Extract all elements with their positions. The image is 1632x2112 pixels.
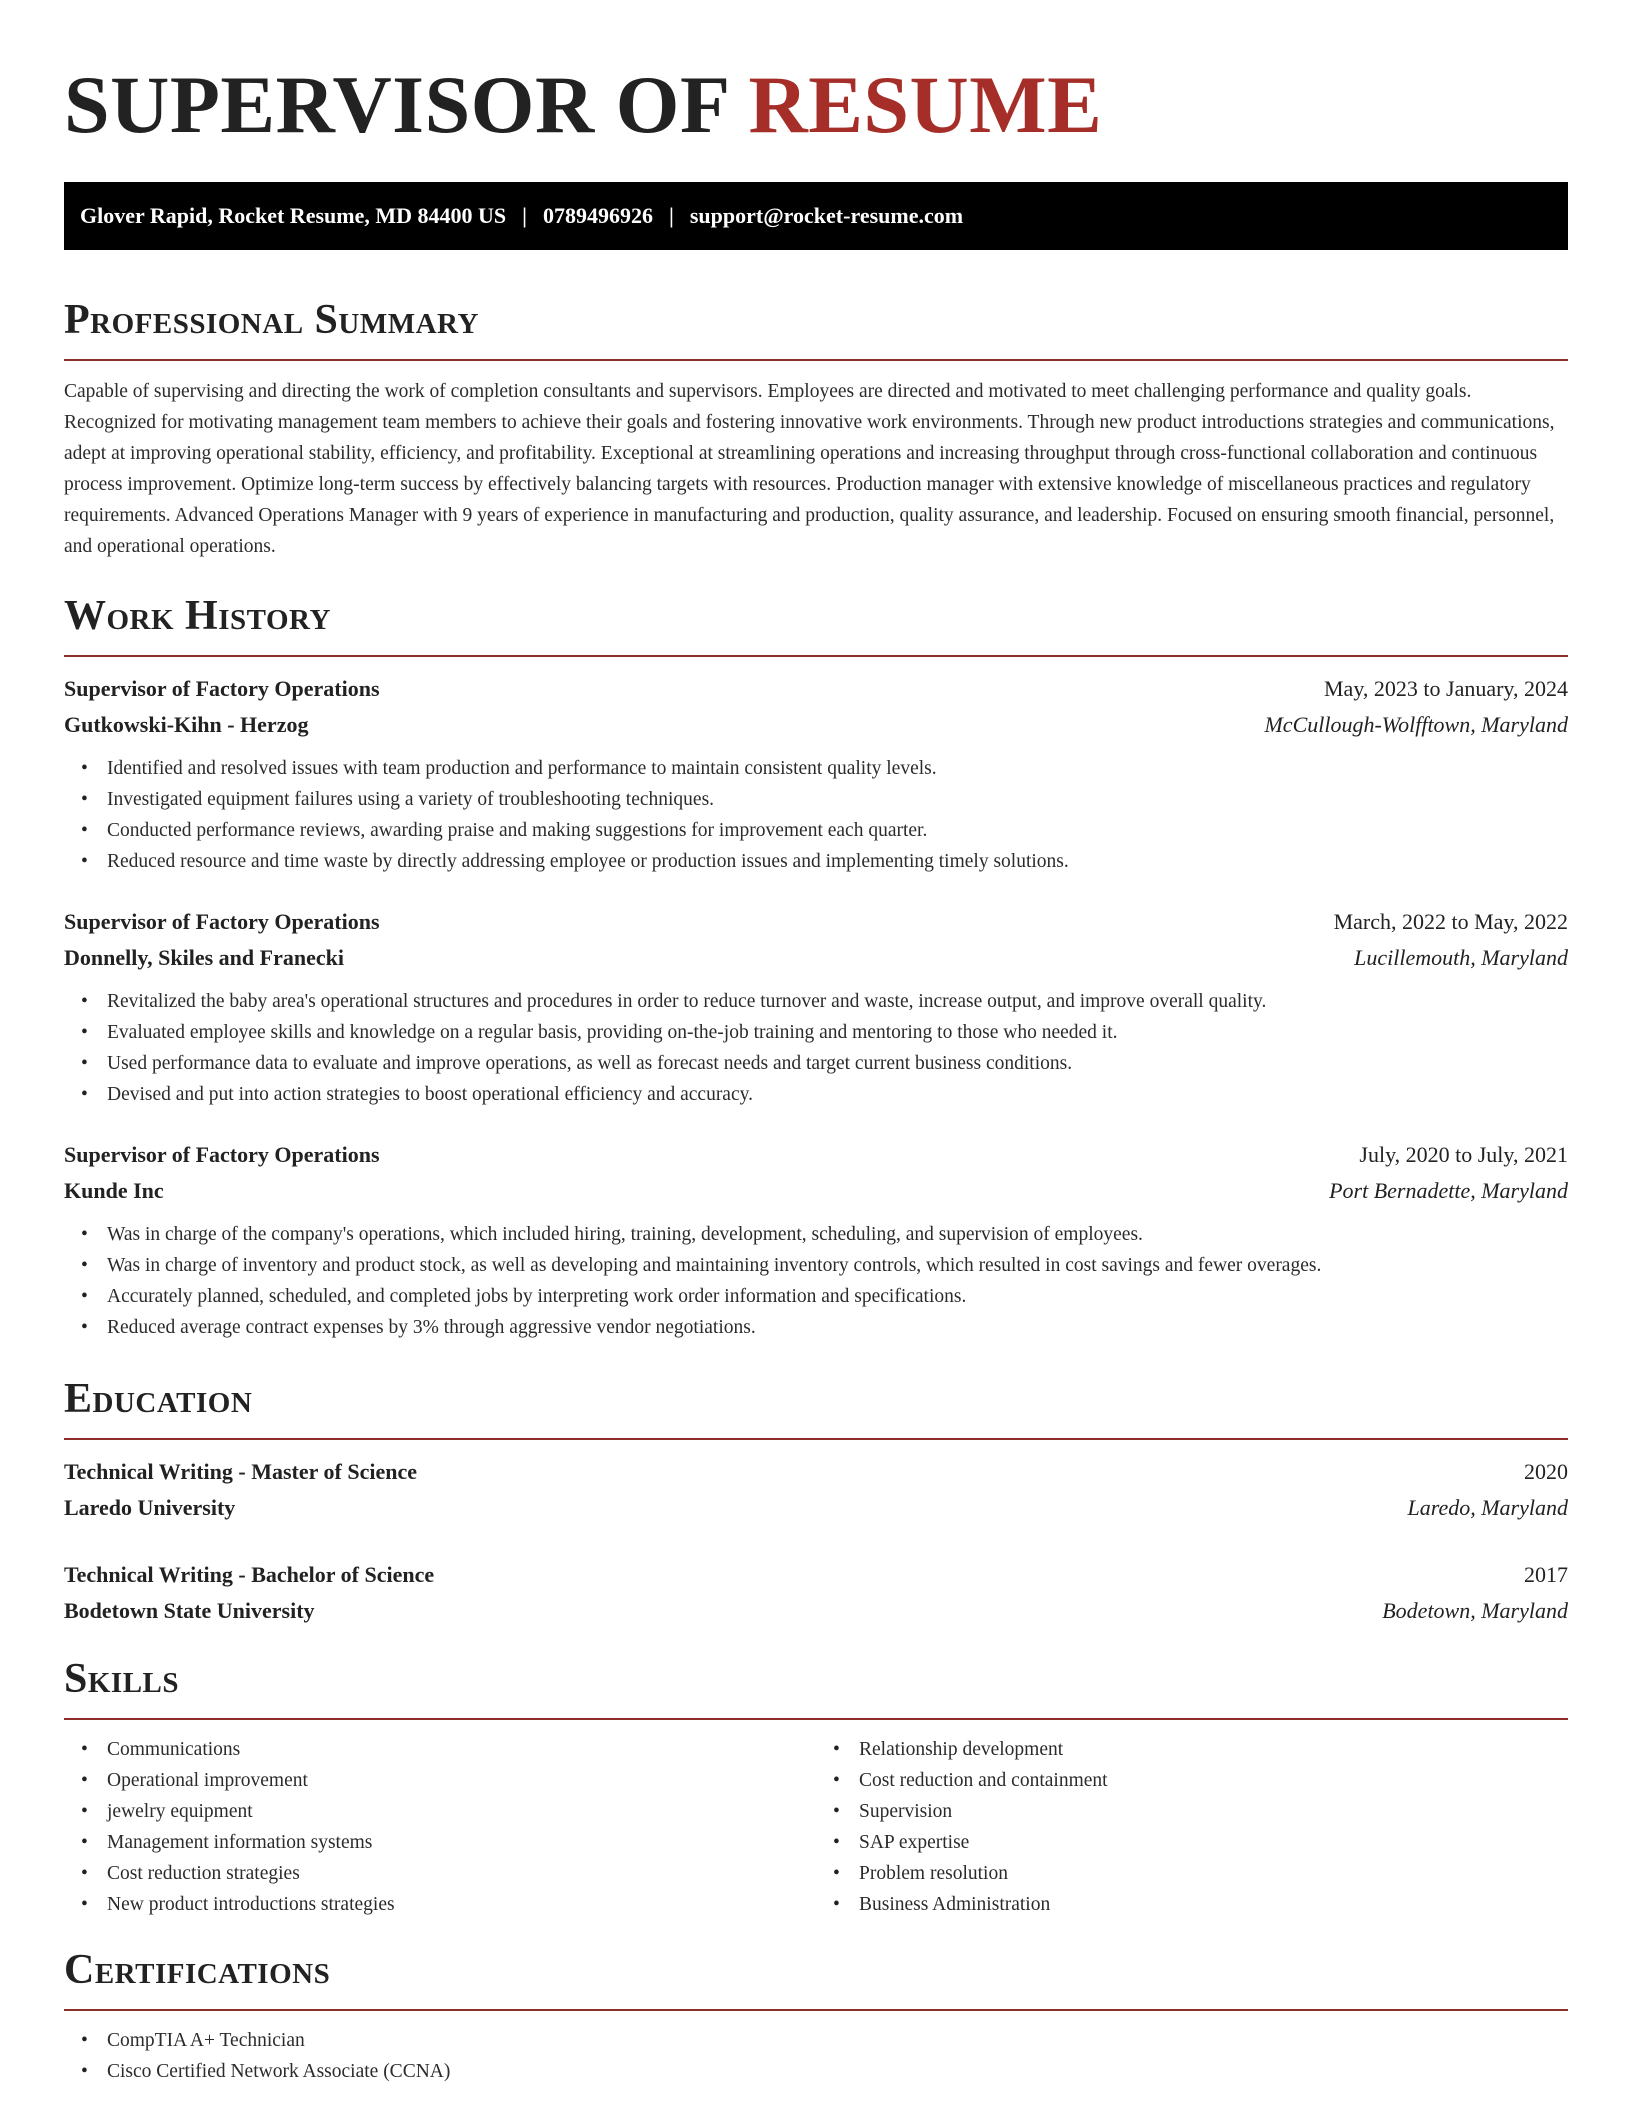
job-entry <box>64 671 1568 877</box>
job-location: Port Bernadette, Maryland <box>1329 1178 1568 1203</box>
contact-address: Glover Rapid, Rocket Resume, MD 84400 US <box>80 203 507 228</box>
job-bullet: • Revitalized the baby area's operational structures and procedures in order to reduce turnover and waste, increase output, and improve overall quality. <box>107 986 1568 1017</box>
job-company: Kunde Inc <box>64 1178 164 1203</box>
education-degree: Technical Writing - Master of Science <box>64 1459 417 1484</box>
contact-email: support@rocket-resume.com <box>689 203 964 228</box>
job-bullet: • Accurately planned, scheduled, and completed jobs by interpreting work order information and specifications. <box>107 1281 1568 1312</box>
job-header-row <box>64 904 1568 940</box>
certification-item: • CompTIA A+ Technician <box>107 2025 1568 2056</box>
job-company-row <box>64 940 1568 976</box>
job-bullet: • Evaluated employee skills and knowledge on a regular basis, providing on-the-job training and mentoring to those who needed it. <box>107 1017 1568 1048</box>
contact-separator: | <box>522 203 527 228</box>
job-location: McCullough-Wolfftown, Maryland <box>1264 712 1568 737</box>
job-bullets <box>64 986 1568 1110</box>
job-entry <box>64 904 1568 1110</box>
job-company-row <box>64 1173 1568 1209</box>
skill-item: • Relationship development <box>859 1734 1568 1765</box>
education-degree: Technical Writing - Bachelor of Science <box>64 1562 435 1587</box>
section-divider <box>64 655 1568 657</box>
skill-item: • Business Administration <box>859 1889 1568 1920</box>
page-title <box>64 0 1568 152</box>
section-heading-certifications: Certifications <box>64 1947 331 1993</box>
education-school: Laredo University <box>64 1495 236 1520</box>
summary-text: Capable of supervising and directing the work of completion consultants and supervisors. Employees are directed and motivated to meet challenging performance and quality goals. Recognized for motivating management team members to achieve their goals and fostering innovative work environments. Through new product introductions strategies and communications, adept at improving operational stability, efficiency, and profitability. Exceptional at streamlining operations and increasing throughput through cross-functional collaboration and continuous process improvement. Optimize long-term success by effectively balancing targets with resources. Production manager with extensive knowledge of miscellaneous practices and regulatory requirements. Advanced Operations Manager with 9 years of experience in manufacturing and production, quality assurance, and leadership. Focused on ensuring smooth financial, personnel, and operational operations. <box>64 381 1555 557</box>
job-bullet: • Identified and resolved issues with team production and performance to maintain consistent quality levels. <box>107 753 1568 784</box>
section-heading-summary: Professional Summary <box>64 297 479 343</box>
contact-phone: 0789496926 <box>542 203 653 228</box>
education-school-row <box>64 1593 1568 1629</box>
education-entry <box>64 1557 1568 1629</box>
title-accent: RESUME <box>748 59 1103 150</box>
section-divider <box>64 359 1568 361</box>
skill-item: • SAP expertise <box>859 1827 1568 1858</box>
education-year: 2020 <box>1524 1459 1568 1484</box>
job-bullet: • Reduced resource and time waste by directly addressing employee or production issues and implementing timely solutions. <box>107 846 1568 877</box>
section-heading-work-history: Work History <box>64 593 331 639</box>
job-dates: March, 2022 to May, 2022 <box>1333 909 1568 934</box>
job-location: Lucillemouth, Maryland <box>1354 945 1568 970</box>
education-degree-row <box>64 1557 1568 1593</box>
job-bullet: • Was in charge of the company's operations, which included hiring, training, development, scheduling, and supervision of employees. <box>107 1219 1568 1250</box>
section-heading-education: Education <box>64 1376 253 1422</box>
job-dates: May, 2023 to January, 2024 <box>1324 676 1568 701</box>
skill-item: • Supervision <box>859 1796 1568 1827</box>
skill-item: • Operational improvement <box>107 1765 816 1796</box>
section-divider <box>64 1438 1568 1440</box>
education-school-row <box>64 1490 1568 1526</box>
skills-list-right <box>816 1734 1568 1920</box>
education-degree-row <box>64 1454 1568 1490</box>
job-bullet: • Conducted performance reviews, awarding praise and making suggestions for improvement each quarter. <box>107 815 1568 846</box>
job-bullet: • Devised and put into action strategies to boost operational efficiency and accuracy. <box>107 1079 1568 1110</box>
job-bullet: • Reduced average contract expenses by 3% through aggressive vendor negotiations. <box>107 1312 1568 1343</box>
job-company: Gutkowski-Kihn - Herzog <box>64 712 309 737</box>
section-heading-skills: Skills <box>64 1656 180 1702</box>
job-bullets <box>64 1219 1568 1343</box>
skill-item: • New product introductions strategies <box>107 1889 816 1920</box>
skills-columns <box>64 1734 1568 1920</box>
job-title: Supervisor of Factory Operations <box>64 676 380 701</box>
education-year: 2017 <box>1524 1562 1568 1587</box>
education-school: Bodetown State University <box>64 1598 315 1623</box>
section-divider <box>64 2009 1568 2011</box>
job-bullet: • Was in charge of inventory and product stock, as well as developing and maintaining inventory controls, which resulted in cost savings and fewer overages. <box>107 1250 1568 1281</box>
title-main: SUPERVISOR OF <box>64 59 728 150</box>
job-entry <box>64 1137 1568 1343</box>
certification-item: • Cisco Certified Network Associate (CCNA) <box>107 2056 1568 2087</box>
job-title: Supervisor of Factory Operations <box>64 909 380 934</box>
job-company-row <box>64 707 1568 743</box>
section-divider <box>64 1718 1568 1720</box>
skills-list-left <box>64 1734 816 1920</box>
skill-item: • jewelry equipment <box>107 1796 816 1827</box>
skill-item: • Cost reduction and containment <box>859 1765 1568 1796</box>
skill-item: • Cost reduction strategies <box>107 1858 816 1889</box>
skill-item: • Problem resolution <box>859 1858 1568 1889</box>
job-dates: July, 2020 to July, 2021 <box>1359 1142 1568 1167</box>
job-company: Donnelly, Skiles and Franecki <box>64 945 344 970</box>
certifications-list <box>64 2025 1568 2087</box>
education-entry <box>64 1454 1568 1526</box>
job-header-row <box>64 1137 1568 1173</box>
skill-item: • Management information systems <box>107 1827 816 1858</box>
contact-bar <box>64 182 1568 250</box>
education-location: Bodetown, Maryland <box>1382 1598 1568 1623</box>
contact-separator: | <box>668 203 674 228</box>
job-bullet: • Used performance data to evaluate and improve operations, as well as forecast needs and target current business conditions. <box>107 1048 1568 1079</box>
job-title: Supervisor of Factory Operations <box>64 1142 380 1167</box>
job-bullet: • Investigated equipment failures using a variety of troubleshooting techniques. <box>107 784 1568 815</box>
job-header-row <box>64 671 1568 707</box>
job-bullets <box>64 753 1568 877</box>
education-location: Laredo, Maryland <box>1407 1495 1568 1520</box>
skill-item: • Communications <box>107 1734 816 1765</box>
